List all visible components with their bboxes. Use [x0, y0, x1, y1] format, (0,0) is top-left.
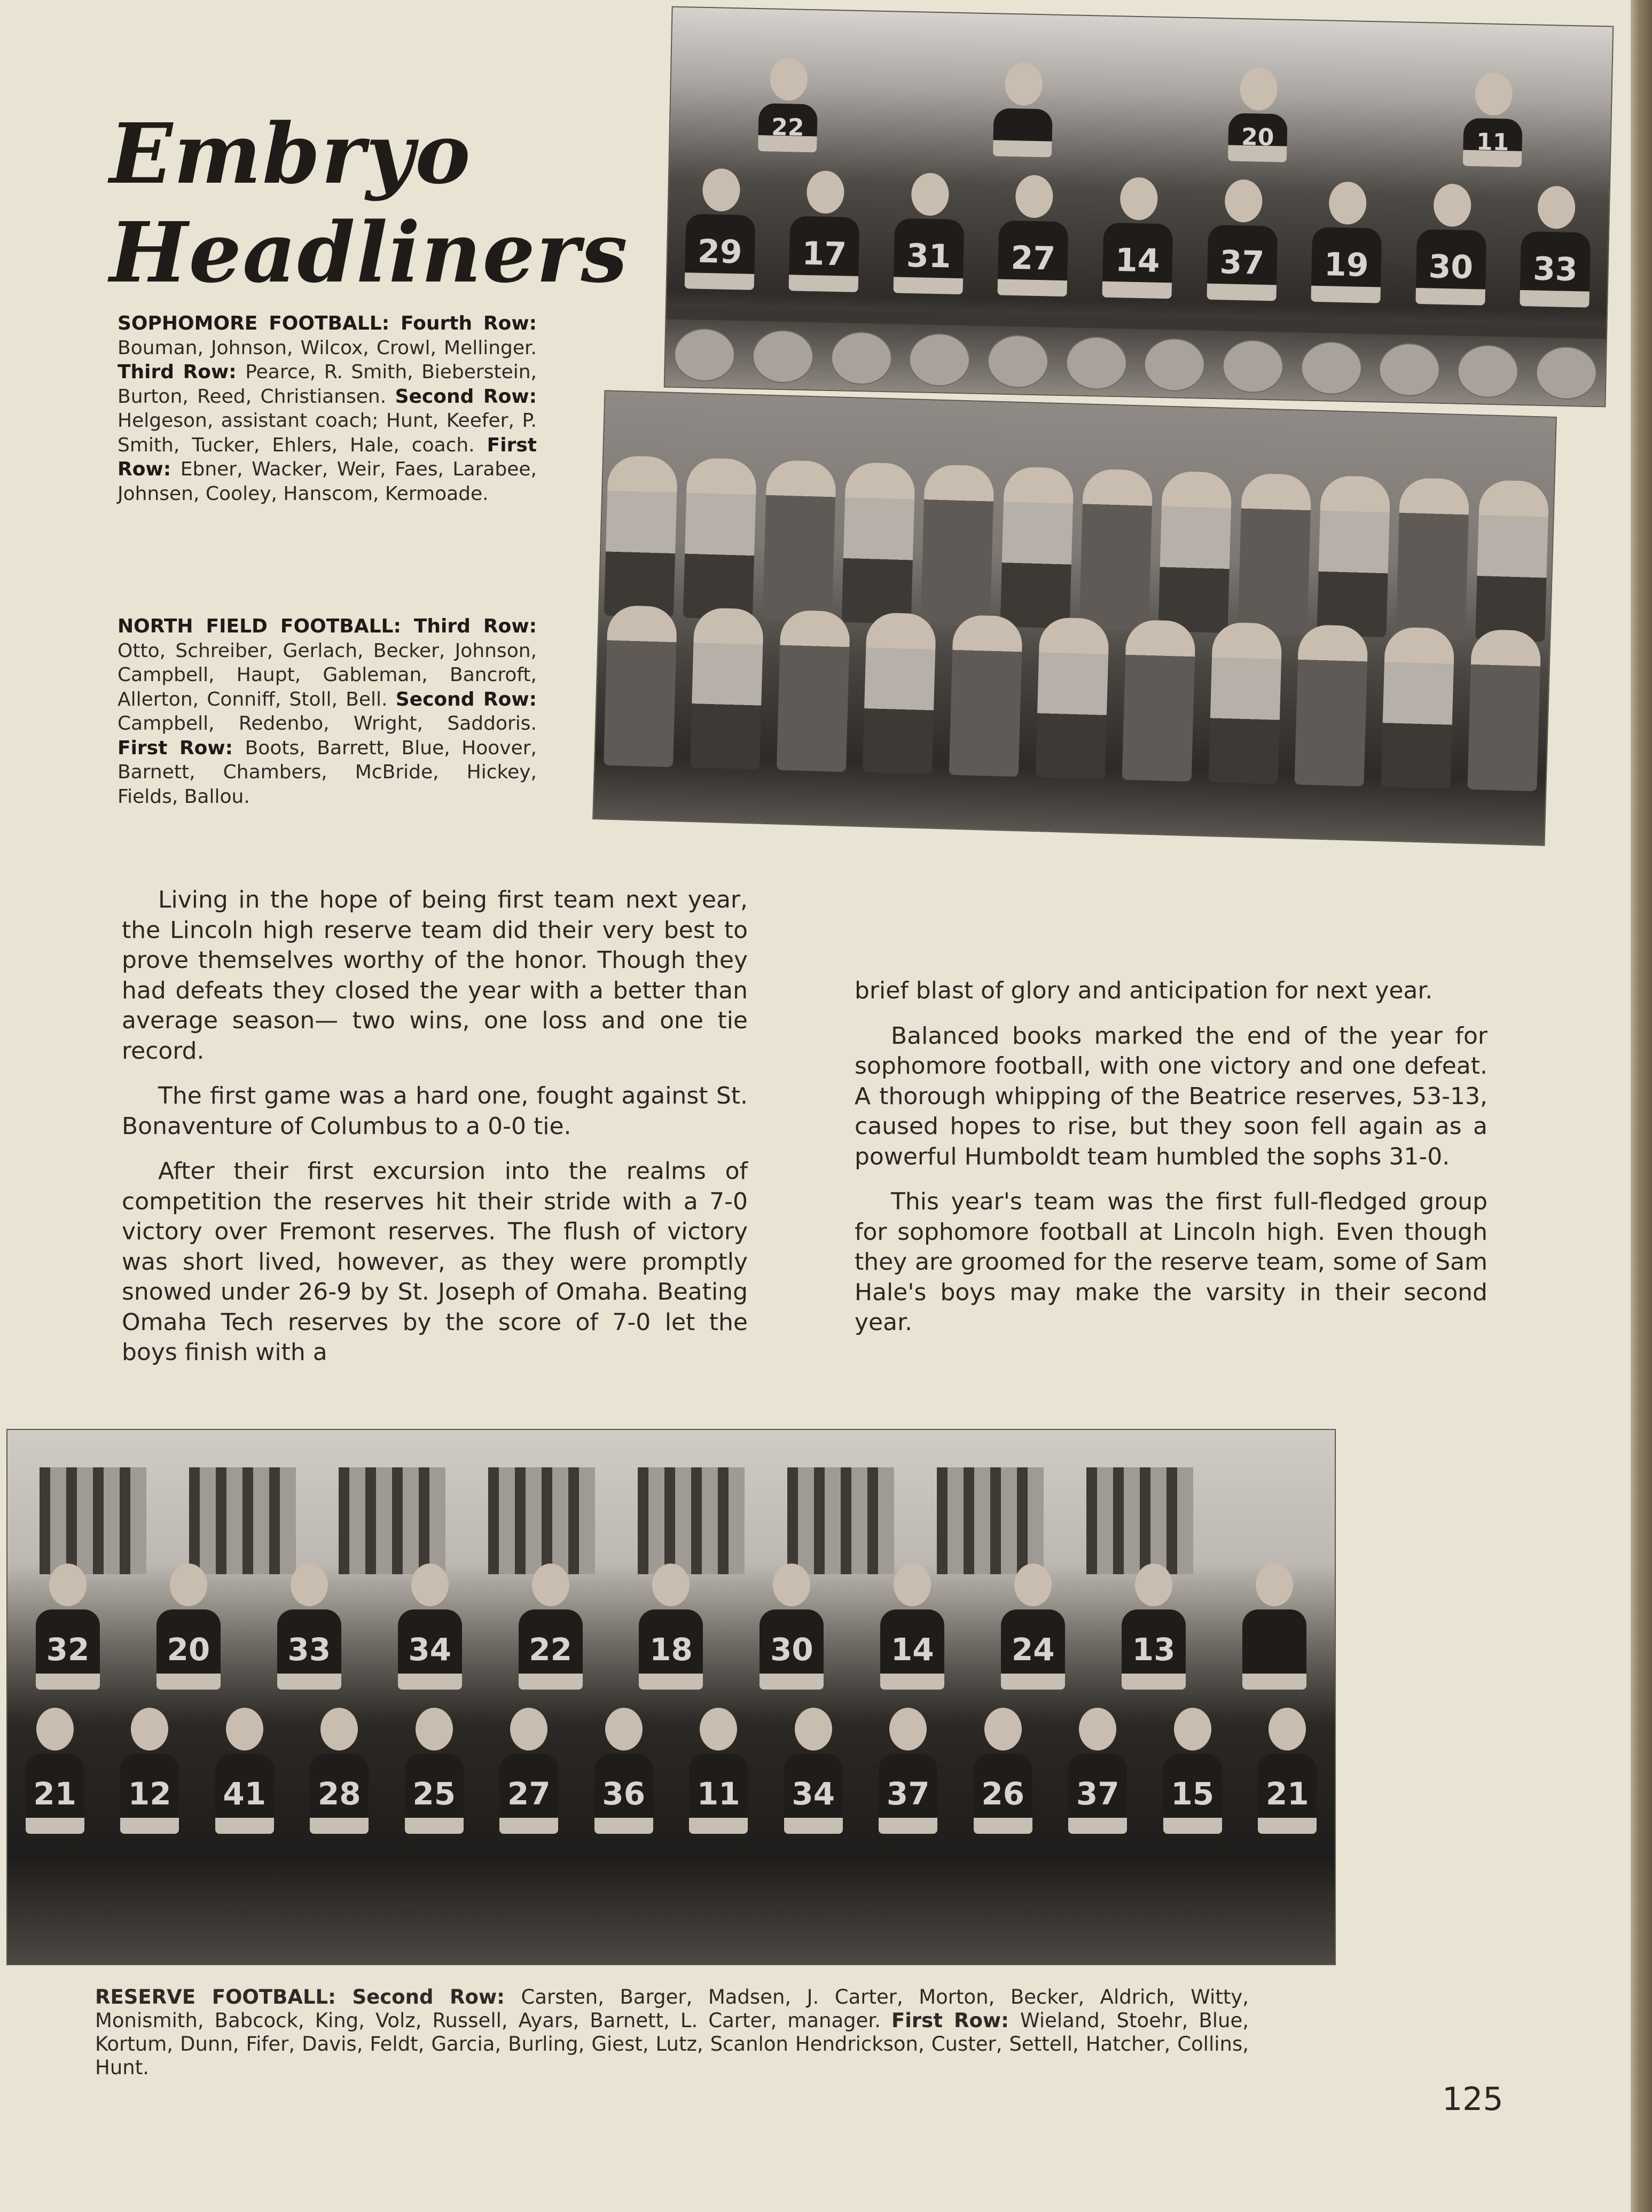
jersey-number: 11: [689, 1754, 748, 1834]
jersey-number: 27: [499, 1754, 558, 1834]
jersey-number: 34: [398, 1609, 462, 1690]
paragraph: Balanced books marked the end of the year for sophomore football, with one victory and one defeat. A thorough whipping of the Beatrice reserves, 53-13, caused hopes to rise, but they soon fell again as a powerful Humboldt team humbled the sophs 31-0.: [855, 1022, 1487, 1170]
player: [1001, 1564, 1065, 1690]
jersey-number: 33: [277, 1609, 341, 1690]
player: [156, 1564, 221, 1690]
player: [974, 1708, 1032, 1834]
caption-row-label: Third Row:: [413, 615, 537, 637]
caption-names: Pearce, R. Smith, Bieberstein, Burton, Reed, Christiansen.: [118, 361, 537, 408]
jersey-number: 24: [1001, 1609, 1065, 1690]
caption-names: Bouman, Johnson, Wilcox, Crowl, Mellinger.: [118, 337, 537, 359]
player: [1415, 183, 1487, 306]
player: [594, 1708, 653, 1834]
caption-row-label: Fourth Row:: [400, 312, 537, 334]
jersey-number: 11: [1463, 118, 1523, 167]
title-line-2: Headliners: [109, 204, 629, 301]
north-field-football-caption: [118, 614, 537, 809]
player: [1258, 1708, 1317, 1834]
caption-label: NORTH FIELD FOOTBALL:: [118, 615, 414, 637]
caption-names: Ebner, Wacker, Weir, Faes, Larabee, Johnsen, Cooley, Hanscom, Kermoade.: [118, 458, 537, 505]
reserve-football-caption: [95, 1986, 1249, 2080]
upper-rows: [670, 56, 1611, 169]
player: [519, 1564, 583, 1690]
jersey-number: 36: [594, 1754, 653, 1834]
player: [1242, 1564, 1306, 1690]
jersey-number: 20: [156, 1609, 221, 1690]
paragraph: This year's team was the first full-fledged group for sophomore football at Lincoln high. Even though they are groomed for the reserve team, some of Sam Hale's boys may make the varsity in their second year.: [855, 1188, 1487, 1336]
player: [215, 1708, 274, 1834]
player: [405, 1708, 464, 1834]
jersey-number: 14: [1102, 223, 1173, 299]
jersey-number: 13: [1122, 1609, 1186, 1690]
jersey-number: 14: [880, 1609, 944, 1690]
caption-label: RESERVE FOOTBALL:: [95, 1986, 353, 2008]
player: [684, 168, 756, 290]
player: [310, 1708, 369, 1834]
caption-names: Helgeson, assistant coach; Hunt, Keefer, P. Smith, Tucker, Ehlers, Hale, coach.: [118, 410, 537, 456]
jersey-number: 37: [879, 1754, 937, 1834]
player: [1163, 1708, 1222, 1834]
article-column-2: [855, 976, 1487, 1353]
player: [1068, 1708, 1127, 1834]
sophomore-team-photo: [664, 6, 1614, 408]
player: [893, 172, 965, 294]
footballs-row: [665, 328, 1606, 407]
caption-row-label: Second Row:: [395, 688, 537, 710]
caption-names: Carsten, Barger, Madsen, J. Carter, Morton, Becker, Aldrich, Witty, Monismith, Babcock, King, Volz, Russell, Ayars, Barnett, L. Carter, manager.: [95, 1986, 1249, 2032]
jersey-number: 30: [1415, 229, 1486, 306]
jersey-number: 21: [26, 1754, 84, 1834]
paragraph: Living in the hope of being first team next year, the Lincoln high reserve team did their very best to prove themselves worthy of the honor. Though they had defeats they closed the year with a better than average season— two wins, one loss and one tie record.: [122, 886, 748, 1065]
player: [758, 57, 819, 152]
paragraph: After their first excursion into the realms of competition the reserves hit their stride with a 7-0 victory over Fremont reserves. The flush of victory was short lived, however, as they were promptly snowed under 26-9 by St. Joseph of Omaha. Beating Omaha Tech reserves by the score of 7-0 let the boys finish with a: [122, 1158, 748, 1366]
player: [784, 1708, 843, 1834]
player: [689, 1708, 748, 1834]
front-row: [7, 1708, 1335, 1834]
player: [499, 1708, 558, 1834]
jersey-number: [993, 108, 1053, 157]
caption-names: Campbell, Redenbo, Wright, Saddoris.: [118, 713, 537, 734]
caption-row-label: First Row:: [118, 737, 245, 759]
player: [1311, 181, 1383, 303]
player: [26, 1708, 84, 1834]
jersey-number: 32: [36, 1609, 100, 1690]
player: [639, 1564, 703, 1690]
caption-row-label: Second Row:: [395, 385, 537, 408]
jersey-number: 25: [405, 1754, 464, 1834]
player: [998, 175, 1070, 297]
player: [398, 1564, 462, 1690]
jersey-number: 12: [120, 1754, 179, 1834]
front-row: [667, 168, 1609, 308]
jersey-number: 37: [1207, 225, 1278, 301]
player: [789, 170, 861, 292]
page-number: 125: [1442, 2081, 1504, 2118]
caption-names: Boots, Barrett, Blue, Hoover, Barnett, Chambers, McBride, Hickey, Fields, Ballou.: [118, 737, 537, 808]
player: [760, 1564, 824, 1690]
caption-row-label: First Row:: [891, 2009, 1021, 2032]
player: [1207, 179, 1279, 301]
player: [879, 1708, 937, 1834]
jersey-number: 20: [1228, 113, 1288, 162]
player: [1122, 1564, 1186, 1690]
back-row: [7, 1564, 1335, 1690]
player: [993, 62, 1054, 157]
sophomore-football-caption: [118, 311, 537, 506]
jersey-number: 31: [893, 218, 964, 294]
caption-label: SOPHOMORE FOOTBALL:: [118, 312, 401, 334]
title-line-1: Embryo: [109, 105, 472, 202]
book-spine: [1631, 0, 1652, 2212]
player: [277, 1564, 341, 1690]
jersey-number: 37: [1068, 1754, 1127, 1834]
jersey-number: 26: [974, 1754, 1032, 1834]
player: [1463, 72, 1524, 167]
caption-row-label: Second Row:: [352, 1986, 521, 2008]
jersey-number: 19: [1311, 227, 1382, 303]
paragraph: brief blast of glory and anticipation for next year.: [855, 977, 1433, 1004]
article-column-1: [122, 885, 748, 1383]
jersey-number: 30: [760, 1609, 824, 1690]
caption-row-label: Third Row:: [118, 361, 246, 383]
jersey-number: 41: [215, 1754, 274, 1834]
jersey-number: [1242, 1609, 1306, 1690]
jersey-number: 28: [310, 1754, 369, 1834]
player: [1520, 185, 1592, 308]
jersey-number: 33: [1520, 231, 1591, 308]
kneeling-row: [595, 605, 1550, 792]
jersey-number: 29: [684, 214, 755, 290]
jersey-number: 22: [758, 103, 818, 152]
jersey-number: 18: [639, 1609, 703, 1690]
jersey-number: 17: [789, 216, 860, 292]
player: [880, 1564, 944, 1690]
caption-row-label: First Row:: [118, 434, 537, 480]
caption-names: Wieland, Stoehr, Blue, Kortum, Dunn, Fifer, Davis, Feldt, Garcia, Burling, Giest, Lutz, Scanlon Hendrickson, Custer, Settell, Hatcher, Collins, Hunt.: [95, 2009, 1249, 2079]
player: [36, 1564, 100, 1690]
paragraph: The first game was a hard one, fought against St. Bonaventure of Columbus to a 0-0 tie.: [122, 1082, 748, 1140]
player: [1102, 177, 1174, 299]
player: [120, 1708, 179, 1834]
page-title: [109, 104, 629, 302]
player: [1228, 67, 1289, 162]
caption-names: Otto, Schreiber, Gerlach, Becker, Johnson, Campbell, Haupt, Gableman, Bancroft, Allerton, Conniff, Stoll, Bell.: [118, 639, 537, 710]
jersey-number: 27: [998, 221, 1069, 297]
jersey-number: 15: [1163, 1754, 1222, 1834]
reserve-team-photo: [6, 1429, 1336, 1965]
north-field-team-photo: [592, 390, 1557, 846]
jersey-number: 21: [1258, 1754, 1317, 1834]
jersey-number: 34: [784, 1754, 843, 1834]
jersey-number: 22: [519, 1609, 583, 1690]
